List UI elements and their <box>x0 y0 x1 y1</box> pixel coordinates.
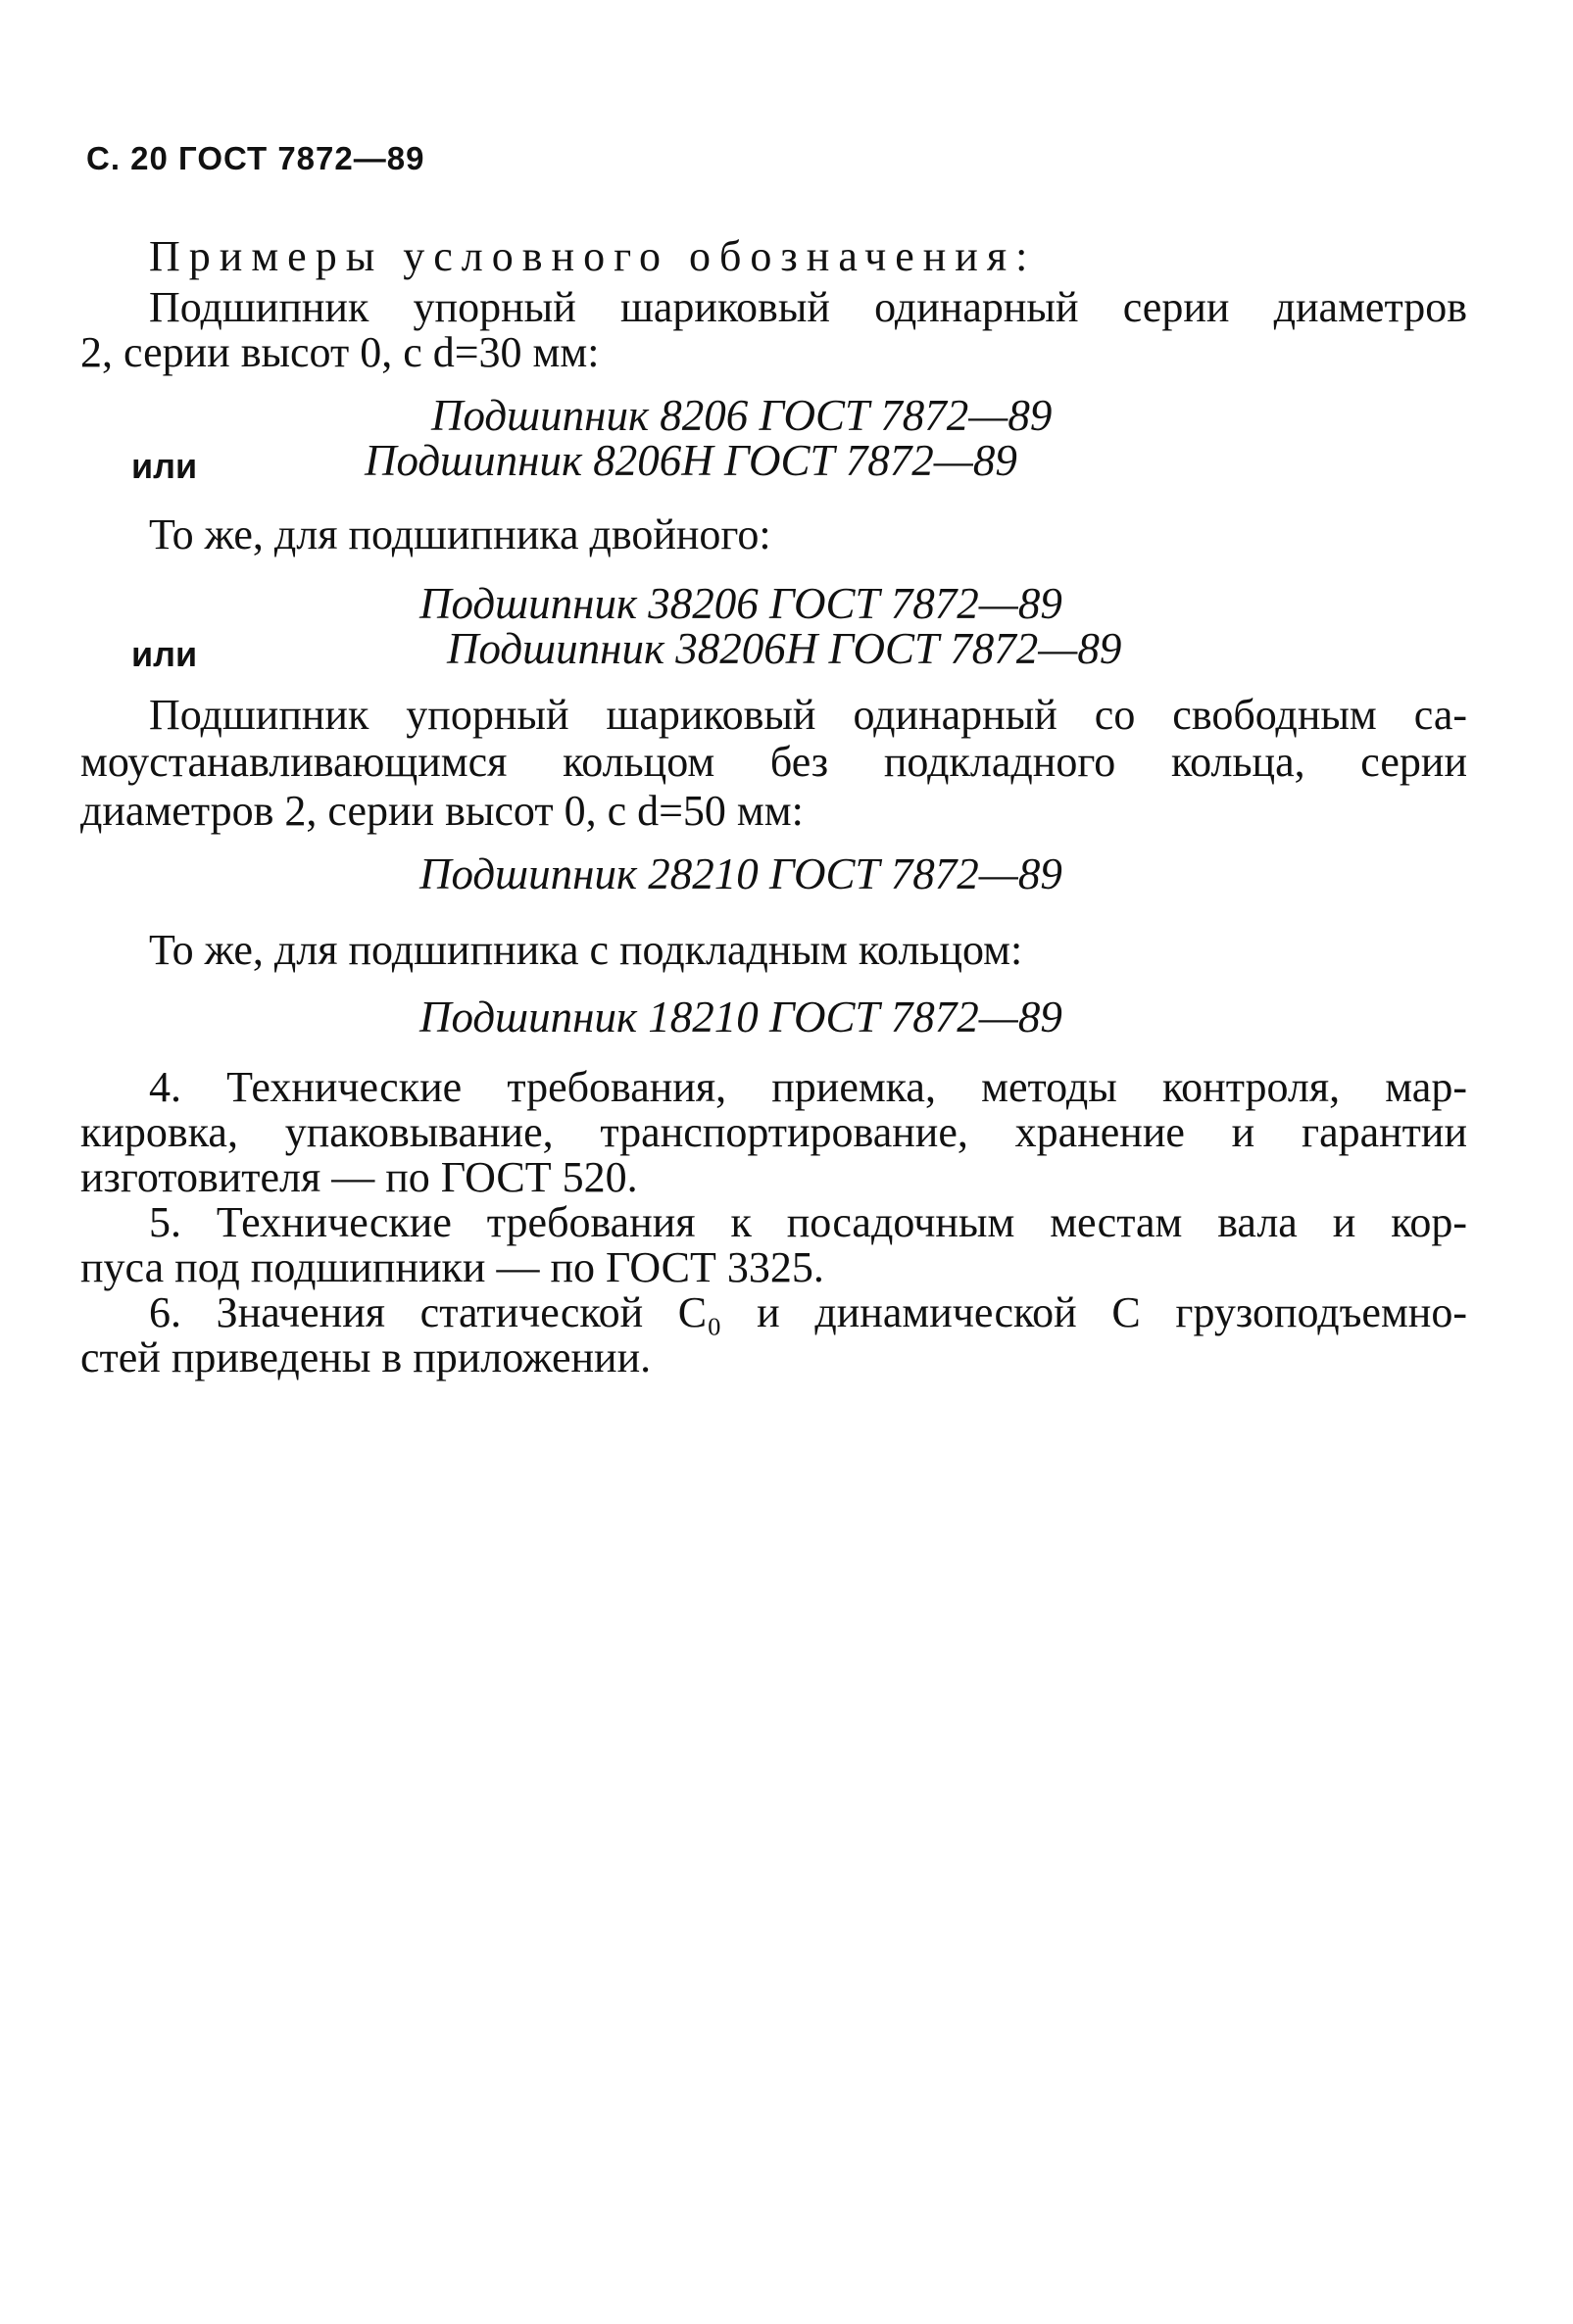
or-word-2: или <box>131 634 198 674</box>
designation-28210: Подшипник 28210 ГОСТ 7872—89 <box>419 849 1062 898</box>
para2-line1: Подшипник упорный шариковый одинарный со свободным са- <box>149 691 1467 739</box>
or-word-1: или <box>131 446 198 486</box>
designation-18210: Подшипник 18210 ГОСТ 7872—89 <box>419 993 1062 1041</box>
item6-line2: стей приведены в приложении. <box>80 1333 652 1381</box>
designation-8206n: Подшипник 8206Н ГОСТ 7872—89 <box>365 436 1017 485</box>
item4-line1: 4. Технические требования, приемка, методы контроля, мар- <box>149 1063 1467 1111</box>
item4-line3: изготовителя — по ГОСТ 520. <box>80 1153 638 1201</box>
examples-heading: Примеры условного обозначения: <box>149 232 1037 280</box>
para1-line1: Подшипник упорный шариковый одинарный серии диаметров <box>149 283 1467 331</box>
para2-line3: диаметров 2, серии высот 0, с d=50 мм: <box>80 787 804 835</box>
item6-line1: 6. Значения статической C₀ и динамической C грузоподъемно- <box>149 1288 1467 1336</box>
same-for-ring: То же, для подшипника с подкладным кольцом: <box>149 926 1023 974</box>
designation-8206: Подшипник 8206 ГОСТ 7872—89 <box>431 391 1053 440</box>
item5-line1: 5. Технические требования к посадочным местам вала и кор- <box>149 1198 1467 1246</box>
same-for-double: То же, для подшипника двойного: <box>149 510 771 558</box>
para2-line2: моустанавливающимся кольцом без подкладного кольца, серии <box>80 738 1467 786</box>
designation-38206: Подшипник 38206 ГОСТ 7872—89 <box>419 579 1062 628</box>
item5-line2: пуса под подшипники — по ГОСТ 3325. <box>80 1243 824 1291</box>
page-header: С. 20 ГОСТ 7872—89 <box>86 140 425 176</box>
designation-38206n: Подшипник 38206Н ГОСТ 7872—89 <box>447 624 1122 673</box>
para1-line2: 2, серии высот 0, с d=30 мм: <box>80 328 600 376</box>
item4-line2: кировка, упаковывание, транспортирование, хранение и гарантии <box>80 1108 1467 1156</box>
